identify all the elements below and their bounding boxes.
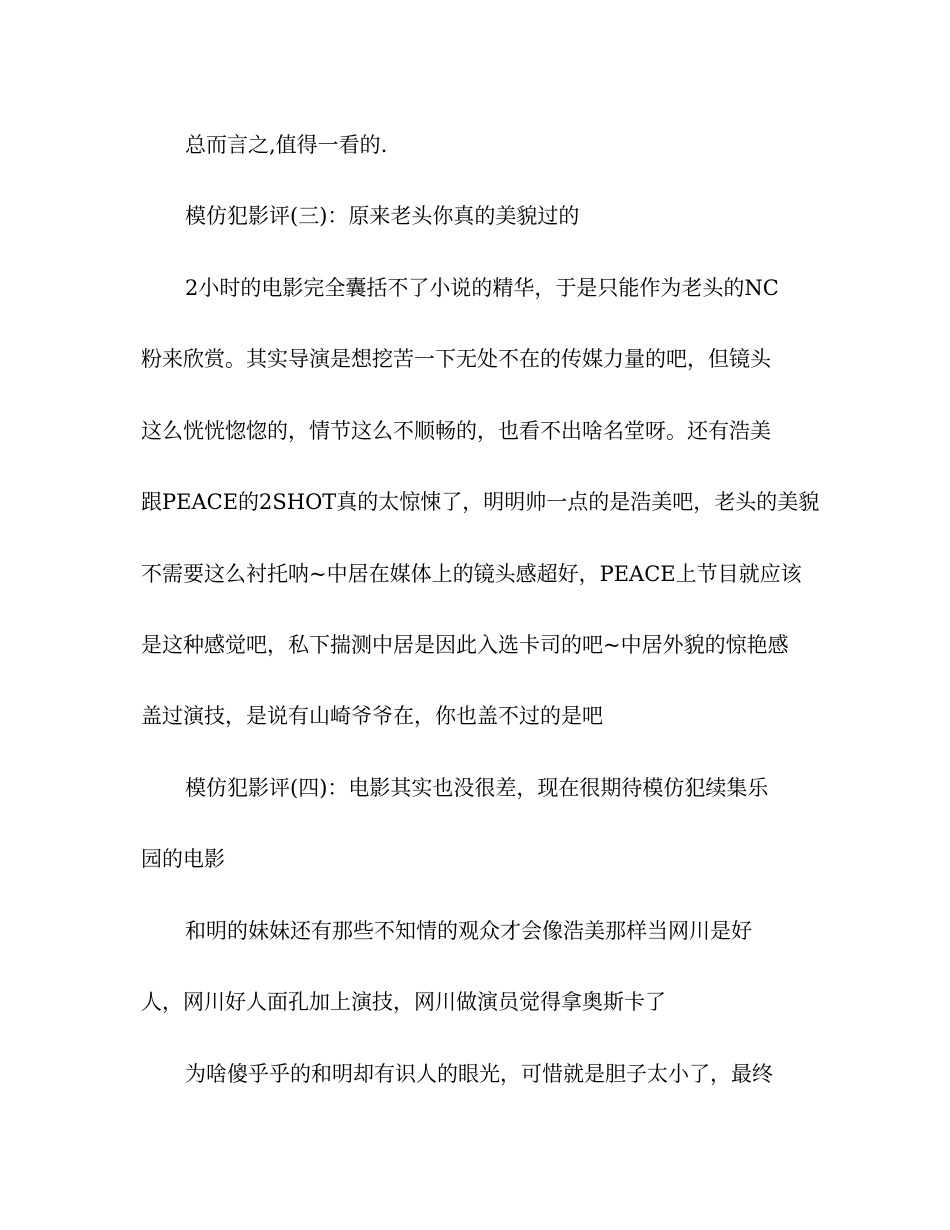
text-line: 跟PEACE的2SHOT真的太惊悚了，明明帅一点的是浩美吧，老头的美貌 — [141, 490, 820, 514]
text-line: 总而言之,值得一看的. — [185, 133, 388, 157]
text-line: 不需要这么衬托呐~中居在媒体上的镜头感超好，PEACE上节目就应该 — [141, 562, 802, 586]
text-line: 2小时的电影完全囊括不了小说的精华，于是只能作为老头的NC — [185, 276, 779, 300]
text-line: 这么恍恍惚惚的，情节这么不顺畅的，也看不出啥名堂呀。还有浩美 — [141, 419, 771, 443]
text-line: 和明的妹妹还有那些不知情的观众才会像浩美那样当网川是好 — [185, 919, 752, 943]
text-line: 盖过演技，是说有山崎爷爷在，你也盖不过的是吧 — [141, 704, 603, 728]
section-heading: 模仿犯影评(三)：原来老头你真的美貌过的 — [185, 204, 580, 228]
section-heading: 模仿犯影评(四)：电影其实也没很差，现在很期待模仿犯续集乐 — [185, 776, 769, 800]
text-line: 为啥傻乎乎的和明却有识人的眼光，可惜就是胆子太小了，最终 — [185, 1062, 773, 1086]
text-line: 园的电影 — [141, 847, 225, 871]
text-line: 粉来欣赏。其实导演是想挖苦一下无处不在的传媒力量的吧，但镜头 — [141, 347, 771, 371]
text-line: 人，网川好人面孔加上演技，网川做演员觉得拿奥斯卡了 — [141, 990, 666, 1014]
text-line: 是这种感觉吧，私下揣测中居是因此入选卡司的吧~中居外貌的惊艳感 — [141, 633, 789, 657]
